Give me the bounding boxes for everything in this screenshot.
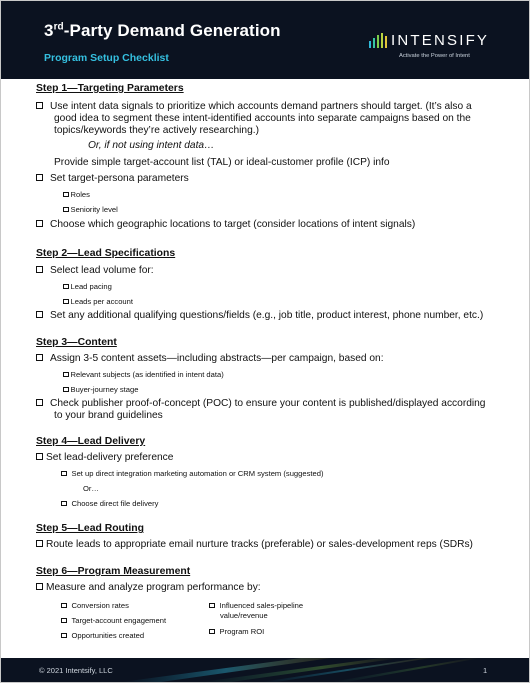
checkbox[interactable] [61,501,67,507]
checkbox[interactable] [63,387,69,393]
header-banner [1,1,529,79]
or-note: Or, if not using intent data… [88,140,215,151]
checkbox[interactable] [209,629,215,635]
step-4-item-delivery [36,452,173,464]
sub-item-pipeline: Influenced sales-pipeline [209,600,303,612]
checkbox[interactable] [36,174,43,181]
checkbox[interactable] [36,354,43,361]
step-6-item-measure [36,582,261,594]
item-text: Check publisher proof-of-concept (POC) to ensure your content is published/displayed according [50,398,486,409]
step-4-heading: Step 4—Lead Delivery [36,436,146,447]
item-text: Assign 3-5 content assets—including abstracts—per campaign, based on: [50,353,384,364]
step-1-item-persona [36,173,189,185]
item-text: Set target-persona parameters [50,173,189,184]
logo-text: INTENSIFY [391,32,490,49]
step-2-item-questions [36,310,483,322]
checkbox[interactable] [36,311,43,318]
item-text: Choose which geographic locations to target (consider locations of intent signals) [50,219,416,230]
sub-item-integration: Set up direct integration marketing automation or CRM system (suggested) [61,468,323,480]
sub-item-pacing: Lead pacing [63,281,112,293]
checkbox[interactable] [63,372,69,378]
checkbox[interactable] [36,266,43,273]
sub-item-buyer-journey: Buyer-journey stage [63,384,138,396]
sub-item-file-delivery: Choose direct file delivery [61,498,158,510]
checkbox[interactable] [36,540,43,547]
sub-item-roles: Roles [63,189,90,201]
step-3-item-poc [36,398,485,410]
checkbox[interactable] [36,453,43,460]
item-text: Use intent data signals to prioritize which accounts demand partners should target. (It’s also a [50,101,472,112]
sub-item-opportunities: Opportunities created [61,630,144,642]
checkbox[interactable] [63,284,69,290]
step-2-heading: Step 2—Lead Specifications [36,248,176,259]
step-6-heading: Step 6—Program Measurement [36,566,191,577]
or-text: Or… [83,484,100,493]
item-text: Select lead volume for: [50,265,154,276]
item-text-cont: good idea to segment these intent-identified accounts into separate campaigns based on the [54,113,471,124]
checkbox[interactable] [36,583,43,590]
checkbox[interactable] [36,399,43,406]
checkbox[interactable] [61,633,67,639]
checkbox[interactable] [61,603,67,609]
sub-item-seniority: Seniority level [63,204,118,216]
checkbox[interactable] [36,220,43,227]
sub-item-engagement: Target-account engagement [61,615,166,627]
item-text: Route leads to appropriate email nurture tracks (preferable) or sales-development reps (SDRs) [46,539,473,550]
item-text: Measure and analyze program performance by: [46,582,261,593]
sub-item-leads-per-account: Leads per account [63,296,133,308]
copyright-text: © 2021 Intentsify, LLC [39,666,113,675]
step-5-heading: Step 5—Lead Routing [36,523,144,534]
step-1-item-geo [36,219,415,231]
checkbox[interactable] [61,471,67,477]
checkbox[interactable] [63,299,69,305]
page-number: 1 [483,666,488,675]
item-text: Set any additional qualifying questions/fields (e.g., job title, product interest, phone number, etc.) [50,310,484,321]
step-3-heading: Step 3—Content [36,337,117,348]
item-text-cont: to your brand guidelines [54,410,163,421]
item-text-cont: topics/keywords they’re actively researching.) [54,125,259,136]
checkbox[interactable] [63,192,69,198]
step-5-item-routing [36,539,473,551]
logo-bars-icon [369,33,387,48]
step-1-heading: Step 1—Targeting Parameters [36,83,184,94]
checkbox[interactable] [61,618,67,624]
checkbox[interactable] [209,603,215,609]
sub-item-conversion: Conversion rates [61,600,129,612]
item-text-cont: value/revenue [220,611,268,620]
step-3-item-assets [36,353,384,365]
sub-item-subjects: Relevant subjects (as identified in intent data) [63,369,224,381]
checkbox[interactable] [63,207,69,213]
page-subtitle: Program Setup Checklist [44,52,169,64]
tal-note: Provide simple target-account list (TAL) or ideal-customer profile (ICP) info [54,157,390,168]
footer-banner [1,658,529,682]
step-1-item-intent [36,101,472,113]
checkbox[interactable] [36,102,43,109]
sub-item-roi: Program ROI [209,626,264,638]
intentsify-logo [369,32,489,48]
tagline: Activate the Power of Intent [399,53,470,59]
item-text: Set lead-delivery preference [46,452,174,463]
page-title: 3rd-Party Demand Generation [44,21,281,40]
step-2-item-volume [36,265,154,277]
